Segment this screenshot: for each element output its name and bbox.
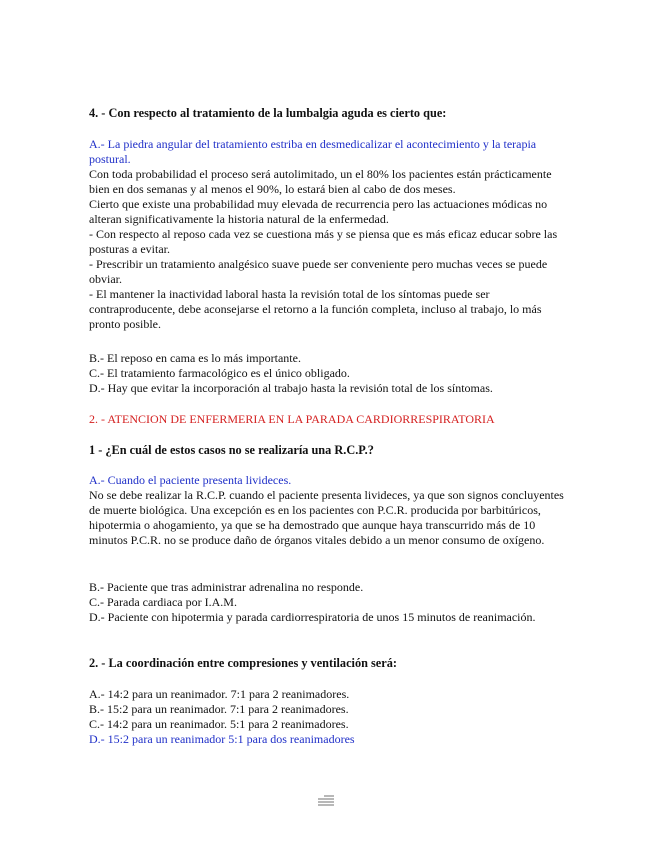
question-1-answer-block [89, 473, 567, 548]
section-title: 2. - ATENCION DE ENFERMERIA EN LA PARADA CARDIORRESPIRATORIA [89, 412, 495, 426]
question-1-option-d: D.- Paciente con hipotermia y parada cardiorrespiratoria de unos 15 minutos de reanimación. [89, 610, 536, 624]
question-4-option-b: B.- El reposo en cama es lo más importante. [89, 351, 301, 365]
question-4-explanation-4: - Prescribir un tratamiento analgésico suave puede ser conveniente pero muchas veces se puede obviar. [89, 257, 548, 286]
question-4-options [89, 351, 567, 396]
question-2-options [89, 687, 567, 747]
question-4-explanation-3: - Con respecto al reposo cada vez se cuestiona más y se piensa que es más eficaz educar sobre las posturas a evitar. [89, 227, 558, 256]
question-2-option-c: C.- 14:2 para un reanimador. 5:1 para 2 reanimadores. [89, 717, 349, 731]
question-4-option-d: D.- Hay que evitar la incorporación al trabajo hasta la revisión total de los síntomas. [89, 381, 493, 395]
question-1-option-c: C.- Parada cardiaca por I.A.M. [89, 595, 237, 609]
question-1-explanation: No se debe realizar la R.C.P. cuando el paciente presenta livideces, ya que son signos concluyentes de muerte biológica. Una excepción es en los pacientes con P.C.R. producida por barbitúricos, hipotermia o ahogamiento, ya que se ha demostrado que aunque haya transcurrido más de 10 minutos P.C.R. no se produce daño de órganos vitales debido a un menor consumo de oxígeno. [89, 488, 564, 547]
question-2-correct-answer: D.- 15:2 para un reanimador 5:1 para dos reanimadores [89, 732, 355, 746]
question-4-explanation-2: Cierto que existe una probabilidad muy elevada de recurrencia pero las actuaciones módicas no alteran significativamente la historia natural de la enfermedad. [89, 197, 548, 226]
question-2-option-a: A.- 14:2 para un reanimador. 7:1 para 2 reanimadores. [89, 687, 350, 701]
question-1-correct-answer: A.- Cuando el paciente presenta livideces. [89, 473, 292, 487]
question-4-option-c: C.- El tratamiento farmacológico es el único obligado. [89, 366, 350, 380]
question-4-answer-block [89, 137, 567, 332]
question-2: 2. - La coordinación entre compresiones y ventilación será: [89, 656, 397, 670]
question-1: 1 - ¿En cuál de estos casos no se realizaría una R.C.P.? [89, 443, 374, 457]
question-1-option-b: B.- Paciente que tras administrar adrenalina no responde. [89, 580, 364, 594]
question-4-explanation-5: - El mantener la inactividad laboral hasta la revisión total de los síntomas puede ser contraproducente, debe aconsejarse el retorno a la función completa, incluso al trabajo, lo más pronto posible. [89, 287, 542, 331]
question-4-explanation-1: Con toda probabilidad el proceso será autolimitado, un el 80% los pacientes están prácticamente bien en dos semanas y al menos el 90%, lo estará bien al cabo de dos meses. [89, 167, 552, 196]
question-2-option-b: B.- 15:2 para un reanimador. 7:1 para 2 reanimadores. [89, 702, 349, 716]
question-4-correct-answer: A.- La piedra angular del tratamiento estriba en desmedicalizar el acontecimiento y la terapia postural. [89, 137, 537, 166]
question-4: 4. - Con respecto al tratamiento de la lumbalgia aguda es cierto que: [89, 106, 447, 120]
question-1-options [89, 580, 567, 625]
page-icon [318, 795, 334, 807]
